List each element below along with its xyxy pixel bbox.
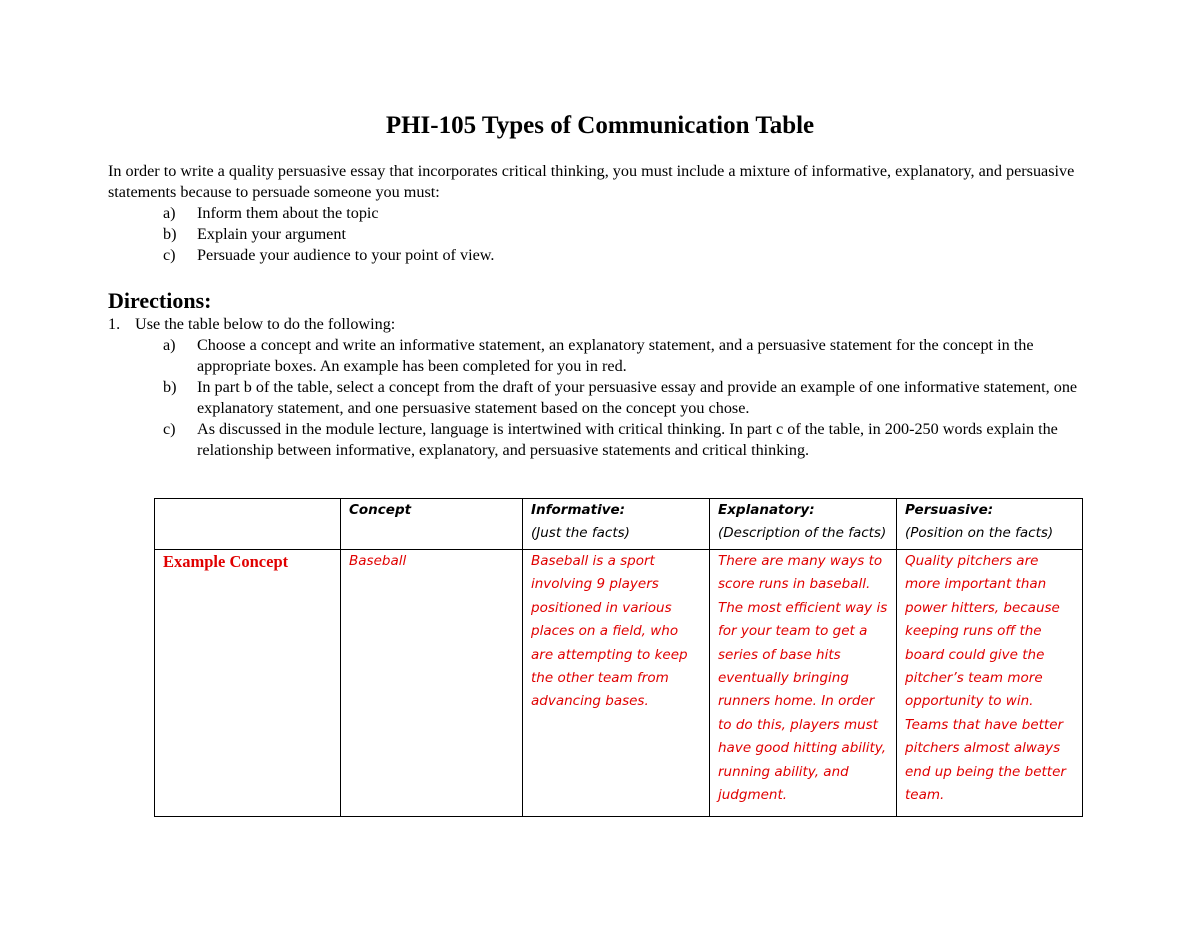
list-item bbox=[163, 203, 1098, 224]
header-explanatory-label: Explanatory: bbox=[718, 502, 815, 518]
list-item bbox=[163, 224, 1098, 245]
example-explanatory-cell: There are many ways to score runs in baseball. The most efficient way is for your team to get a series of base hits eventually bringing runners home. In order to do this, players must have good hitting ability, running ability, and judgment. bbox=[710, 550, 897, 817]
table-row-example bbox=[155, 550, 1083, 817]
header-persuasive-sub: (Position on the facts) bbox=[905, 525, 1054, 541]
list-marker: a) bbox=[163, 204, 176, 222]
directions-heading: Directions: bbox=[108, 288, 212, 313]
header-concept-label: Concept bbox=[349, 502, 412, 518]
list-marker: c) bbox=[163, 420, 176, 438]
communication-table bbox=[154, 498, 1083, 817]
table-header-row bbox=[155, 499, 1083, 550]
header-cell-empty bbox=[155, 499, 341, 550]
example-persuasive-cell: Quality pitchers are more important than power hitters, because keeping runs off the board could give the pitcher’s team more opportunity to win. Teams that have better pitchers almost always end up being the better team. bbox=[897, 550, 1083, 817]
list-item-text: Explain your argument bbox=[197, 225, 346, 243]
directions-section bbox=[108, 314, 1098, 461]
list-item-text: Inform them about the topic bbox=[197, 204, 379, 222]
header-cell-explanatory bbox=[710, 499, 897, 550]
list-item-text: As discussed in the module lecture, language is intertwined with critical thinking. In part c of the table, in 200-250 words explain the relationship between informative, explanatory, and persuasive statements and critical thinking. bbox=[197, 420, 1058, 459]
list-item bbox=[163, 245, 1098, 266]
list-marker: a) bbox=[163, 336, 176, 354]
header-persuasive-label: Persuasive: bbox=[905, 502, 994, 518]
header-cell-informative bbox=[523, 499, 710, 550]
list-marker: b) bbox=[163, 378, 177, 396]
step-marker: 1. bbox=[108, 315, 121, 333]
list-item-text: Choose a concept and write an informative statement, an explanatory statement, and a persuasive statement for the concept in the appropriate boxes. An example has been completed for you in red. bbox=[197, 336, 1034, 375]
header-informative-label: Informative: bbox=[531, 502, 626, 518]
example-concept-label: Example Concept bbox=[163, 552, 289, 571]
directions-step bbox=[108, 314, 1098, 335]
list-item bbox=[163, 335, 1098, 377]
document-title: PHI-105 Types of Communication Table bbox=[385, 112, 815, 139]
intro-paragraph: In order to write a quality persuasive essay that incorporates critical thinking, you must include a mixture of informative, explanatory, and persuasive statements because to persuade someone you must: bbox=[108, 162, 1075, 201]
step-text: Use the table below to do the following: bbox=[135, 315, 396, 333]
header-cell-concept bbox=[341, 499, 523, 550]
intro-section bbox=[108, 161, 1098, 266]
list-marker: c) bbox=[163, 246, 176, 264]
header-cell-persuasive bbox=[897, 499, 1083, 550]
example-label-cell bbox=[155, 550, 341, 817]
list-item-text: Persuade your audience to your point of view. bbox=[197, 246, 495, 264]
example-informative-cell: Baseball is a sport involving 9 players positioned in various places on a field, who are attempting to keep the other team from advancing bases. bbox=[523, 550, 710, 817]
example-concept-cell: Baseball bbox=[341, 550, 523, 817]
header-informative-sub: (Just the facts) bbox=[531, 525, 630, 541]
directions-list bbox=[108, 335, 1098, 461]
header-explanatory-sub: (Description of the facts) bbox=[718, 525, 887, 541]
intro-list bbox=[108, 203, 1098, 266]
list-item bbox=[163, 419, 1098, 461]
list-marker: b) bbox=[163, 225, 177, 243]
list-item-text: In part b of the table, select a concept from the draft of your persuasive essay and provide an example of one informative statement, one explanatory statement, and one persuasive statement based on the concept you chose. bbox=[197, 378, 1078, 417]
list-item bbox=[163, 377, 1098, 419]
